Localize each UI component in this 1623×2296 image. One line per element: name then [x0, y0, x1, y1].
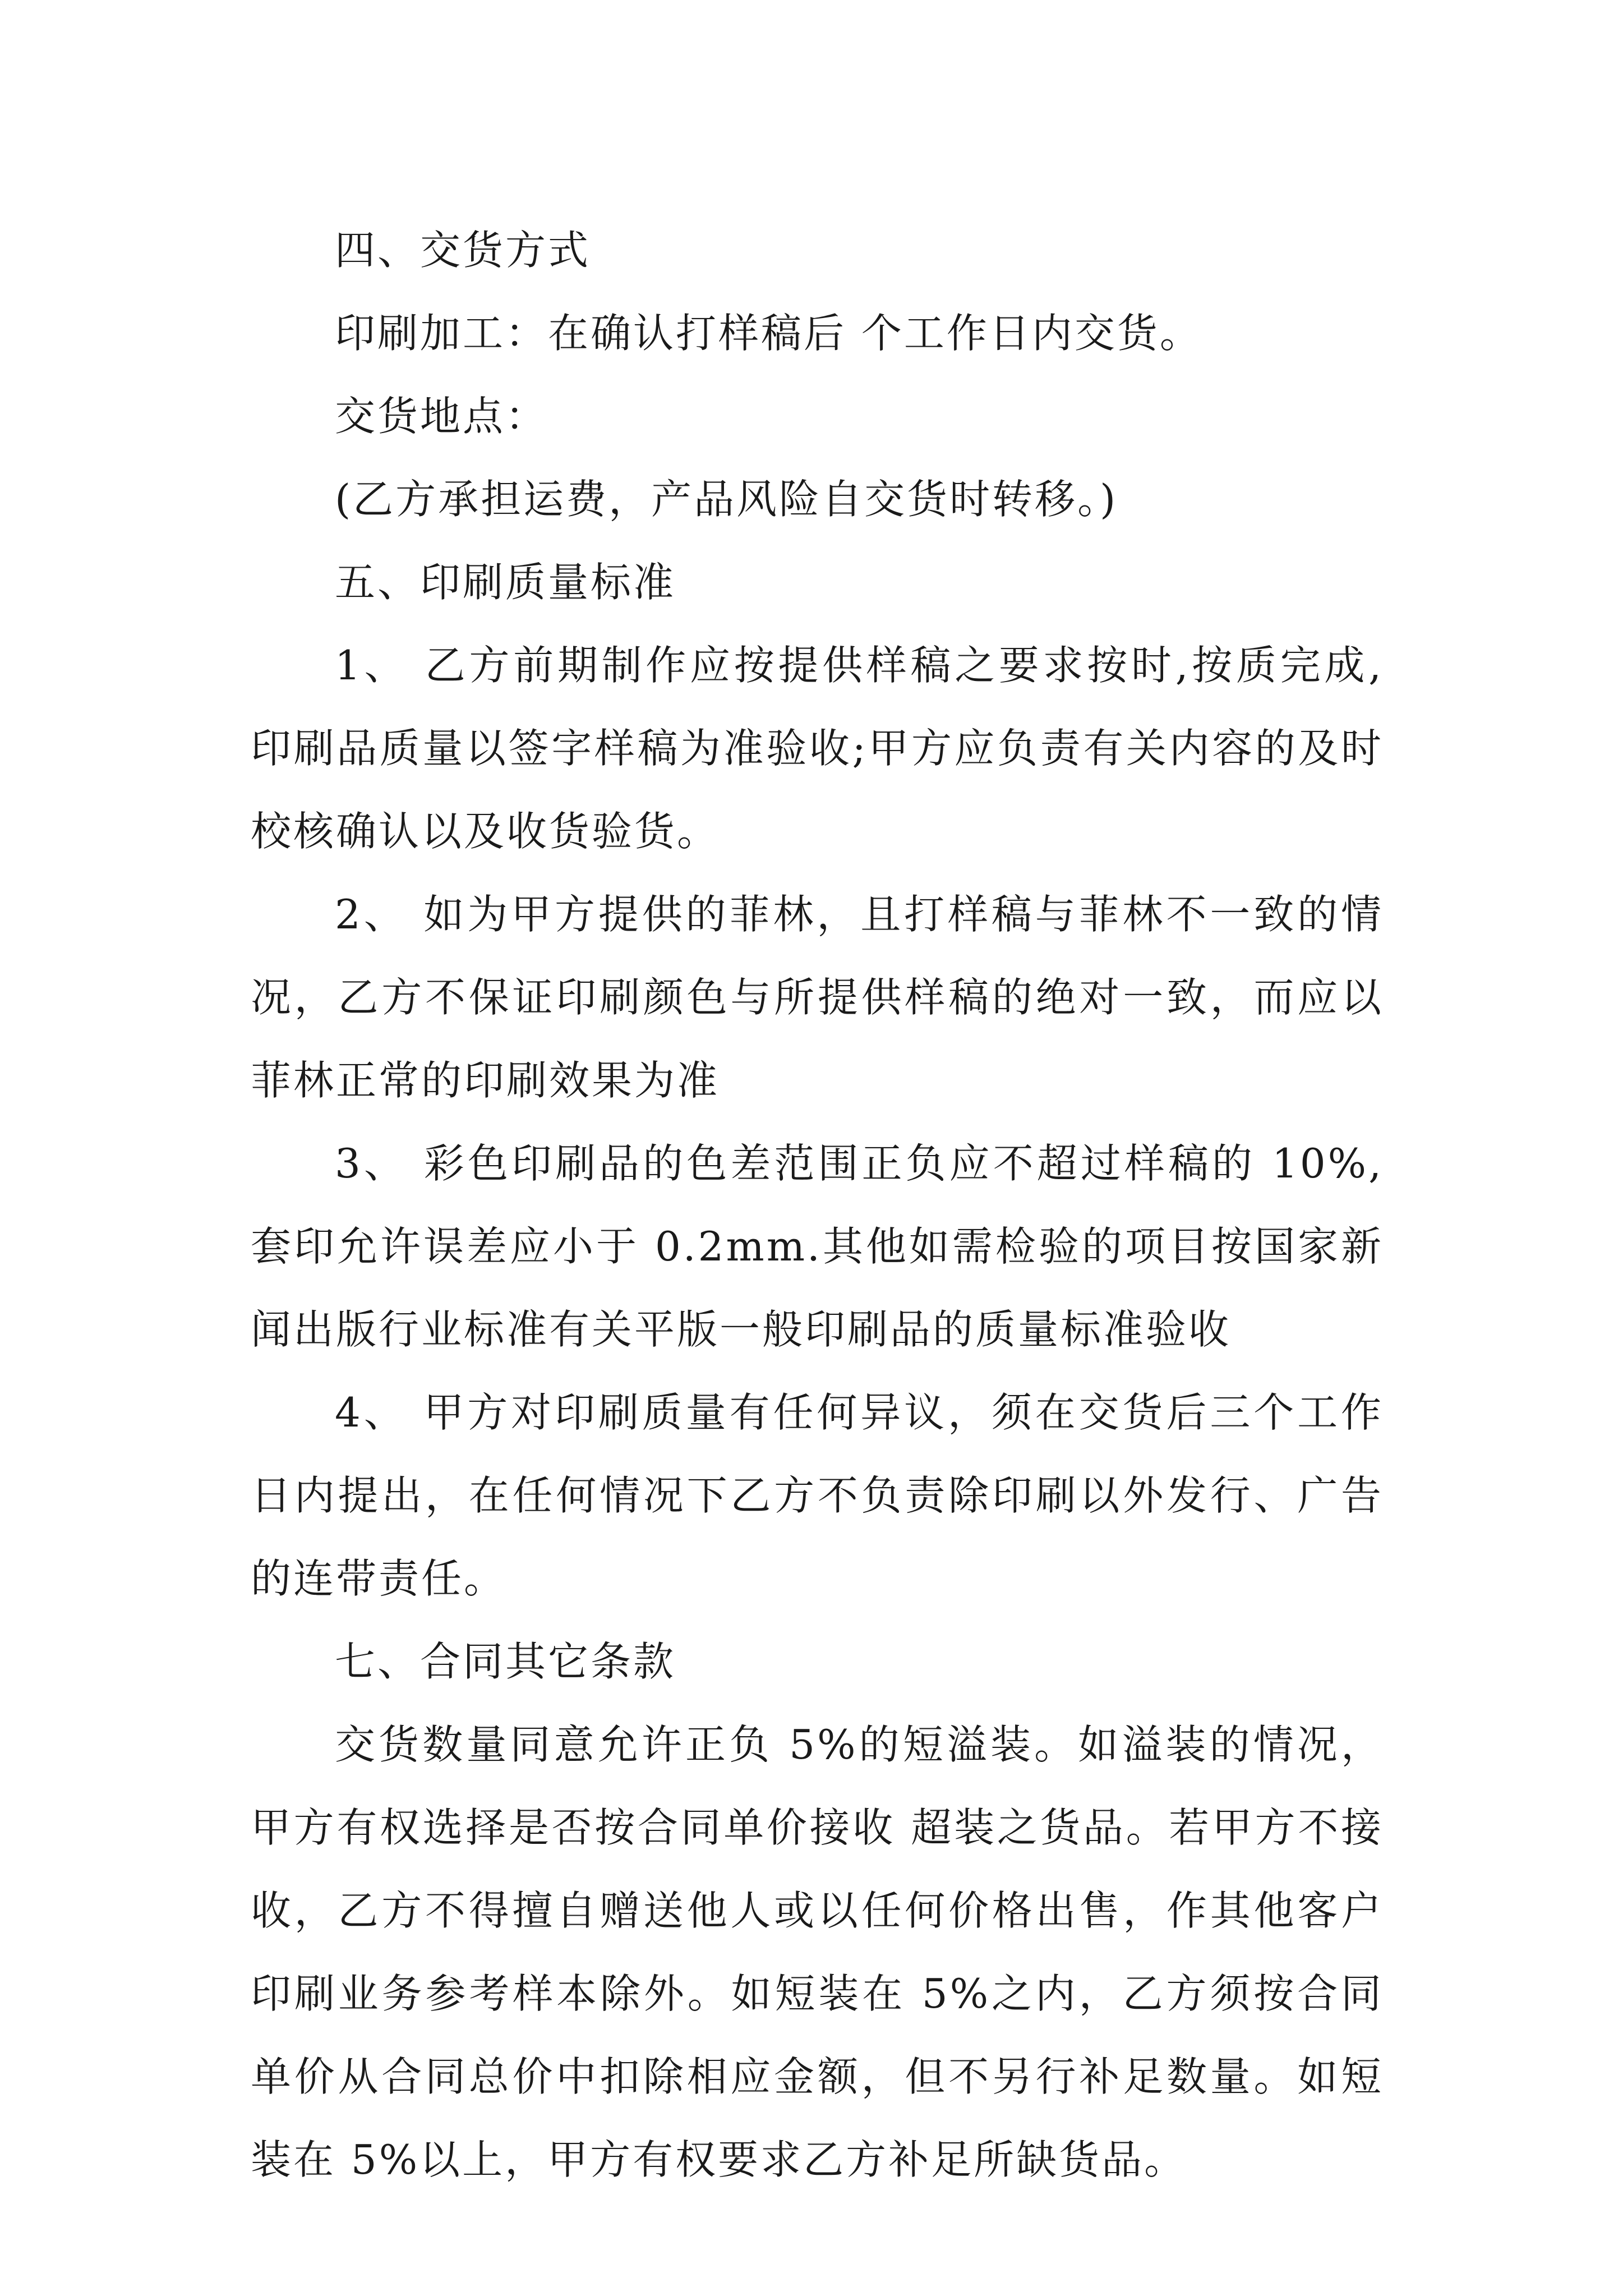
- document-body: [251, 209, 1384, 2201]
- section-heading-quality: 五、印刷质量标准: [335, 559, 676, 606]
- quality-clause-4: 4、 甲方对印刷质量有任何异议，须在交货后三个工作日内提出，在任何情况下乙方不负责除印刷以外发行、广告的连带责任。: [251, 1389, 1384, 1602]
- quality-clause-2: 2、 如为甲方提供的菲林，且打样稿与菲林不一致的情况，乙方不保证印刷颜色与所提供样稿的绝对一致，而应以菲林正常的印刷效果为准: [251, 891, 1384, 1104]
- quality-clause-3: 3、 彩色印刷品的色差范围正负应不超过样稿的 10%,套印允许误差应小于 0.2mm.其他如需检验的项目按国家新闻出版行业标准有关平版一般印刷品的质量标准验收: [251, 1140, 1384, 1353]
- paragraph-delivery-location: 交货地点：: [335, 393, 548, 440]
- paragraph-print-processing: 印刷加工：在确认打样稿后 个工作日内交货。: [335, 310, 1202, 357]
- paragraph-quantity-tolerance: 交货数量同意允许正负 5%的短溢装。如溢装的情况，甲方有权选择是否按合同单价接收 超装之货品。若甲方不接收，乙方不得擅自赠送他人或以任何价格出售，作其他客户印刷业务参考样本除外。如短装在 5%之内，乙方须按合同单价从合同总价中扣除相应金额，但不另行补足数量。如短装在 5%以上，甲方有权要求乙方补足所缺货品。: [251, 1721, 1384, 2183]
- section-heading-delivery: 四、交货方式: [335, 227, 591, 274]
- section-heading-other-terms: 七、合同其它条款: [335, 1638, 676, 1685]
- quality-clause-1: 1、 乙方前期制作应按提供样稿之要求按时,按质完成,印刷品质量以签字样稿为准验收;甲方应负责有关内容的及时校核确认以及收货验货。: [251, 642, 1384, 855]
- paragraph-freight-note: (乙方承担运费，产品风险自交货时转移。): [335, 476, 1118, 523]
